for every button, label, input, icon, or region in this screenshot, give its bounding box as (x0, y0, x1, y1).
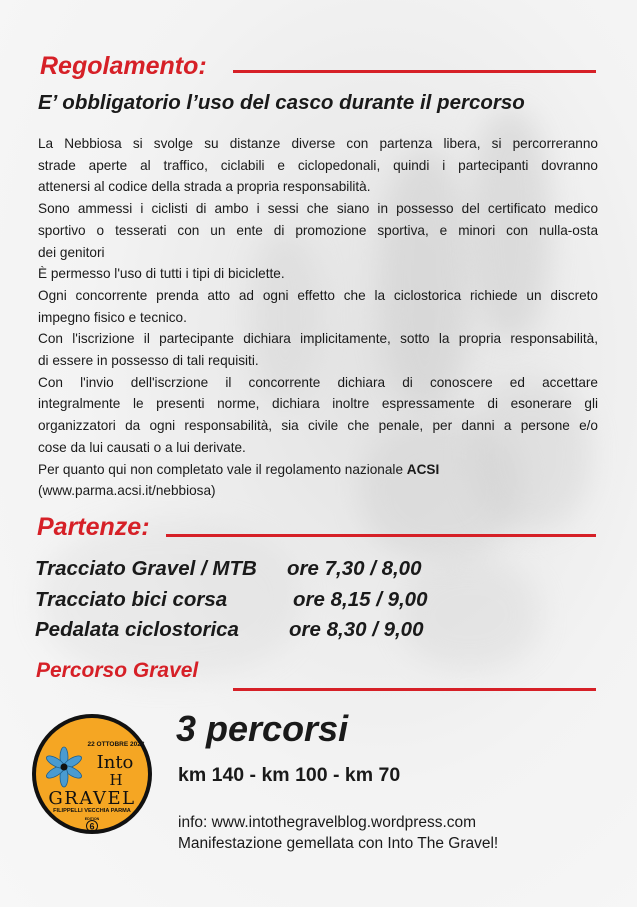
rules-line: cose da lui causati o a lui derivate. (38, 439, 246, 455)
start-route: Tracciato Gravel / MTB (35, 557, 257, 580)
divider-gravel (233, 688, 596, 691)
logo-tagline: FILIPPELLI VECCHIA PARMA (53, 808, 131, 814)
rules-line: integralmente le presenti norme, dichiara inoltre espressamente di esonerare gli (38, 396, 598, 412)
acsi-prefix: Per quanto qui non completato vale il regolamento nazionale (38, 461, 407, 477)
rules-line: Con l'invio dell'iscrzione il concorrente dichiara di conoscere ed accettare (38, 374, 598, 390)
rules-line: Ogni concorrente prenda atto ad ogni effetto che la ciclostorica richiede un discreto (38, 287, 598, 303)
rules-line: Sono ammessi i ciclisti di ambo i sessi che siano in possesso del certificato medico (38, 201, 598, 217)
rules-line: di essere in possesso di tali requisiti. (38, 353, 259, 369)
rules-line-acsi (38, 459, 598, 481)
start-time: ore 8,15 / 9,00 (293, 587, 428, 611)
rules-line: La Nebbiosa si svolge su distanze diverse con partenza libera, si percorreranno (38, 136, 598, 151)
logo-edition-number: 6 (89, 821, 95, 832)
start-route: Tracciato bici corsa (35, 587, 228, 611)
rules-line: organizzatori da ogni responsabilità, sia civile che penale, per danni a persone e/o (38, 418, 598, 434)
start-times (35, 554, 427, 646)
start-row (35, 554, 427, 585)
start-row (35, 585, 427, 616)
rules-body (38, 133, 598, 502)
section-title-regolamento: Regolamento: (40, 52, 207, 80)
rules-line: sportivo o tesserati con un ente di promozione sportiva, e minori con nulla-osta (38, 222, 598, 238)
rules-line: dei genitori (38, 244, 105, 260)
rules-line: strade aperte al traffico, ciclabili e ciclopedonali, quindi i partecipanti dovranno (38, 157, 598, 173)
start-row (35, 615, 427, 646)
start-time: ore 7,30 / 8,00 (287, 557, 422, 580)
rules-line: Con l'iscrizione il partecipante dichiara implicitamente, sotto la propria responsabilità, (38, 331, 598, 347)
logo-into: Into (96, 752, 134, 773)
logo-date: 22 OTTOBRE 2023 (87, 741, 145, 748)
logo-edition-label: EDITION (84, 817, 100, 821)
into-the-gravel-logo (30, 712, 154, 836)
logo-gravel: GRAVEL (48, 788, 136, 809)
route-count-headline: 3 percorsi (176, 708, 349, 749)
helmet-notice: E’ obbligatorio l’uso del casco durante il percorso (38, 91, 525, 114)
rules-line: È permesso l'uso di tutti i tipi di biciclette. (38, 266, 285, 282)
twinning-note: Manifestazione gemellata con Into The Gravel! (178, 835, 499, 852)
acsi-link: (www.parma.acsi.it/nebbiosa) (38, 483, 216, 499)
start-time: ore 8,30 / 9,00 (289, 618, 424, 641)
logo-h: H (109, 771, 123, 789)
section-title-percorso-gravel: Percorso Gravel (36, 659, 199, 682)
rules-line: attenersi al codice della strada a propria responsabilità. (38, 179, 371, 195)
rules-line: impegno fisico e tecnico. (38, 309, 187, 325)
section-title-partenze: Partenze: (37, 513, 150, 541)
start-route: Pedalata ciclostorica (35, 618, 239, 641)
divider-partenze (166, 534, 596, 537)
acsi-name: ACSI (406, 461, 440, 477)
route-distances: km 140 - km 100 - km 70 (178, 764, 401, 786)
info-website: info: www.intothegravelblog.wordpress.com (178, 814, 477, 831)
divider-regolamento (233, 70, 596, 73)
info-block (178, 812, 498, 854)
